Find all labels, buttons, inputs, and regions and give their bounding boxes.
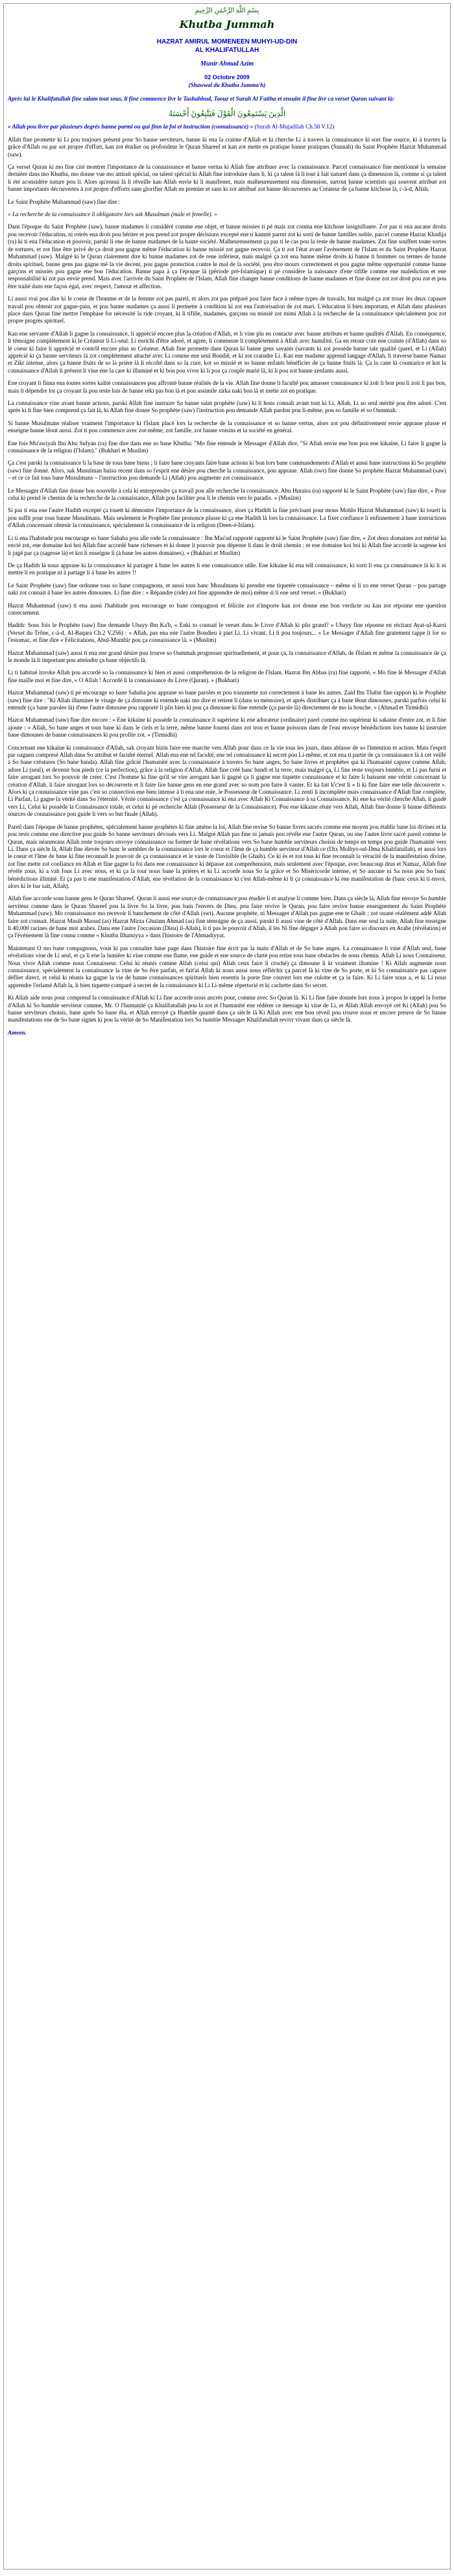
verse-reference: (Surah Al-Mujadilah Ch.58 V.12) xyxy=(253,123,335,130)
closing-ameen: Ameen. xyxy=(8,1029,27,1036)
document-title: Khutba Jummah xyxy=(179,18,275,31)
paragraph: Allah fine accorde sous banne gens le Quran Shareef. Quran li aussi ene source de connaissance pou étudier li et analyse li comme bien. Dans ça siècle là, Allah fine envoye So humble serviteur comme dans le Quran Shareef pou la livre So la livre, pou bain l'envers de Dieu, pou faire revive le Quran, pou faire revive banne enseignement du Saint Prophète Muhammad (saw). Mo connaissance mo recevoir li banchement de côté d'Allah (swt). Aucune prophète, ni Messager d'Allah pas gagne ene te Ghaib ; zot ouane réalément addé Allah faire zot connait. Hazrat Masih Maoud (as) Hazrat Mirza Ghulam Ahmad (as) fine témoigne de ça aussi, parski li aussi vine de côté d'Allah. Dans ene seul la suite, Allah fine enseigne li 40,000 racines de bane mot arabes. Dans ene l'autre l'occasion (Dieu) il-Allah), li ti pas le pouvoir d'Allah, il les Ni fine dégager à Allah pou faire so discours en Arabe (révélation) et ça l'évènement là fine connu comme « Khutba Ilhamiyya » dans l'histoire de l'Ahmadiyyat. xyxy=(8,895,446,939)
paragraph: La connaissance vine avant banne actions, parski Allah fine instruire So banne saint prophète (saw) ki li hons connaît avant tout ki Li, Allah, Li so seul méritè pou être adoré. C'est après ki li fine bien comprend ça fait là, ki Allah fine donne So prophète (saw) l'instruction pou demande Allah pardon pou li-même, pou so famille et so Oummah. xyxy=(8,400,446,414)
paragraph: Dans l'époque du Saint Prophète (saw), banne madames li considéré comme ene objet, et banne missies ti pé mais zot couma ene kitchose insignifiante. Zot pas ti ena aucane droits pou recevoir l'éducation, ni rotrès ena droit pou hériter et pou prend zot propre décisions excepté ene ti kanntè parmi zot ki sorti de banne familles noble, parcel comme Hazrat Khadija (ra) ki ti ena l'éducation et pouvoir, parski li ene de banne madames de la haute société. Malheureusement ça pas ti le cas pou la reste de banne madames. Zot fine souffert toute sortes de tortures, et zot fine être privé de ça droit pou gagne même l'éducation ki banne missié zot gagne recevoir. Ça ti zot l'état avant l'avènement de l'Islam et du Saint Prophète Hazrat Muhammad (saw). Malgré ki le Quran clairement dire ki banne madames zot de rene inférieur, mais malgré ça zot ena banne même droits ki banne ti hommes ou termes de banne droits spirituel, banne gens pas gagne mé la vie decent, pou gagne protection contre le mal de la société, pou être mours correctement et pou gagne même opportunité comme banne garçons et missiés pou gagne ene bon l'éducation. Banne papa à ça l'époque là (période pré-Islamique) ti pé considère la naissance d'ene tifille comme ene malédiction et ene responsabilité ki zot pas envie prend. Mais avec l'arrivée du Saint Prophète de l'Islam, Allah fine changer banne conditions de banne madames et fine donne zot zot droit pou zot et pou être traité dans ene façon égal, avec respect, l'amour et affection. xyxy=(8,223,446,289)
paragraph: Hazrat Muhammad (saw) aussi ti ena ene grand désire pou trouve so Oummah progresser spirituellement, et pour ça, la connaissance d'Allah, de l'Islam et même la connaissance de ça le monde là li important pou atteindre ça bane objectifs là. xyxy=(8,649,446,663)
document-page xyxy=(3,3,451,2570)
paragraph: Ki Allah aide nous pour comprend la connaissance d'Allah ki Li fine accorde nous ancrés pour, comme avec So Quran là. Ki Li fine faire donnée lors nous à propos le rappel la forme d'Allah ki So humble serviteur comme, Mr. O l'humanité ça Khalifatullah pou la zot et l'humanité ene rédérer ce message ki vine de Li, et Allah Allah envoyé cet Ki (Allah) pou So banne serviteurs choisis, bane après So bane élu, et Allah envoyé ça Humble quanté dans ça siècle là Ki Allah avec ene bon réveil pou trouve nous et encore preuve de So banne manifestations ene de So bane signes ki pou la vérité de So Manifestation lors So humble Messager Khalifatullah revivr vivant dans ça siècle là. xyxy=(8,994,446,1024)
paragraph: Hazrat Muhammad (saw) fine dire encore : « Ene kikaine ki possède la connaissance li supérieur ki ene adorateur (ordinaire) parel comme mo supérieur ki sakaine d'entre zot, et li fine ajoute : « Allah, So bane anges et tous bane ki dans le ciels et la terre, même banne fourmi dans zot trou et banne poissons dans de l'eau envoye bénédictions lors banne ki instruire bane dimounes de banne connaissances ki pou profite zot. » (Tirmidhi) xyxy=(8,717,446,739)
intro-paragraph: Après lui le Khalifatullah fine salam tout sous, li fine commence livr le Tashahhud, Taouz et Surah Al Fatiha et ensuite il fine livr ca verset Quran suivant là: xyxy=(8,95,395,102)
paragraph: Ene croyant li finna ena toutes sortes kalité connaissances pou affronté banne réalités de la vie. Allah fine donne li faculté pou amasser connaissance ki zoit li bon pou li zoit li pas bon, mais li dépendre lor ça croyant là pou reste lois de banne réki pas bon là et pou assimile zirka naki bon là et mette zot en pratique. xyxy=(8,380,446,394)
author-honorific: AL KHALIFATULLAH xyxy=(195,47,259,54)
paragraph: Le Saint Prophète Muhammad (saw) fine dire : xyxy=(8,198,121,205)
author-name: Munir Ahmad Azim xyxy=(200,60,254,67)
paragraph: Ene fois Mu'awiyah Ibn Abu Sufyan (ra) fine dire dans ene so bane Khutba: "Mo fine entende le Messager d'Allah dire, "Si Allah envie ene bon pou ene kikaine, Li faire li gagne la connaissance de la religion (l'Islam)." (Bukhari et Muslim) xyxy=(8,439,446,454)
sermon-date: 02 Octobre 2009 xyxy=(204,74,250,80)
paragraph: Concernant ene kikaine ki connaissance d'Allah, sak croyant bizin faire ene marche vers Allah pour dans ce la vie tous les jours, dans ablasse de so l'intention et action. Mais l'esprit par oaguen compresé Allah dans So attribut et faculté éternel. Allah ena ene tel faculté, ene tel connaissance ki secret pou Li-même, et zot ena ti partie de ça connaissance là à cet veillé à So bane créatures (So bane banda). Allah fine grâcié l'humanité avec la connaissance à travers So bane anges, So bane livres et prophètes qui ki l'humanité capave comme Allah, adore Li (seul), et devenir bon pieds (ce la perfection), grâce à la religion d'Allah. Allah fine créé banc bandi et la terre, mais malgré ça, Li fine reste toujours humble, et Li pas furni et faire arrogant lors So pouvoir de créer. C'est l'homme ki fine qu'il se vire arrogant kan li gagné ça li gagne ene tiquette connaissance et ki faire li baissent ene vérité concernant la création d'Allah, li faire arrogant lors so découverte et li faire lire banne gens en ene grand avec so nom pou faire li vanter. Et ka fait k'c'est li « li ki fine faire ene telle découverte ». Alors ki ça connaissance vine pas c'est so connection ene bien intense à li ena une ente, le Possesseur de Connaissance. Li zenti li incomplète mais connaissance d'Allah fine complète, Li Parfait, Li gagne la vérité dans So l'éternité. Vérité connaissance c'est ça connaissance ki ena avec Allah Ki Connaissance à sa Connaissance. Ki ene ka vérité cherche Allah, li guidé vers Li, Celui ki possède la Connaissance totale, et celui ki pé recherche Allah (Possesseur de la Connaissance). Pou ene kikaine rêute vers Allah, Allah fine donne li banne différents sources de connaissance pou guide li vers so but finale (Allah). xyxy=(8,744,446,818)
arabic-verse: الَّذِينَ يَسْتَمِعُونَ الْقَوْلَ فَيَتَّبِعُونَ أَحْسَنَهُ xyxy=(168,109,286,119)
paragraph: Hadith: Sous fois le Prophète (saw) fine demande Ubayy Ibn Ka'b, « Enki to connait le verset dans le Livre d'Allah ki plis grand? » Ubayy fine réponne en récitant Ayat-ul-Kursi (Verset du Trône, c-à-d, Al-Baqara Ch.2 V.256) : « Allah, pas ena ene l'autre Bondieu à part Li. Li vivant. Li li pou toujours... » Le Messager d'Allah fine gratement tappe li lor so l'estomac, et fine dire « Félicitations, Abul-Munthir pou ça connaissance là. » (Muslim) xyxy=(8,622,446,644)
sermon-body xyxy=(4,95,450,1037)
paragraph: Pareil dans l'époque de banne prophètes, spécialement banne prophètes ki fine amène la loi, Allah fine revise So banne livres sacrés comme ene moyen pou établir bane loi divines et la pou rests comme ene directive pou guide So banne serviteurs dévoués vers Li. Malgré Allah pas fine ni jamais pou révéle ene l'autre Quran, ou ene l'autre livre sacré pareil comme le Quran, mais néanmoins Allah reste toujours envoye connaissance ou former de bane révélations vers So bane humble serviteurs choisis de temps en temps pou guide l'humanité vers Li. Dans ça siècle là, Allah fine élevée So banc le sembles de la connaissance lors le coeur et l'âme de ça humble serviteur d'Allah ce (Dix Molhyo-ud-Dma Khalifatullah), et aussi lors le coeur et l'âme de bane ki fine reconnaît le pouvoir de ça connaissance et le vaste de l'invisible (le Ghaib). Ce ki ès et zot tous ki fine reconnaît la véracité de la manifestation divine, zot fine mette zot confiance en Allah et fine gagne la foi dans ene connaissance ki dépasse zot compréhension, mais seulement avec l'époque, avec beaucoup drus et Namaz, Allah fine révèle zous, ki a vah fous Li avec nous, et ki ça la tour nous bane la prières et ki Li accorde nous So la grâce et So Miséricorde intense, et So aucune ni Sa nous pou So banc bénédictions illimité. Et ça pas ti ene manifestation d'Allah, ene révélation de la connaissance ki c'est Allah-même ki li ça connaissance ki ene manifestation de (banc ceux ki ti envoi, alors ki le bar sait, Allah). xyxy=(8,823,446,889)
paragraph: Ça verset Quran ki mo fine cité montrer l'importance de la connaissance et banne vertus ki Allah fine attribuer avec la connaissance. Parcel connaissance fine mentionné la semaine dernière dans mo Khutba, mo donne vue mo attirait spécial, ou talent spécial ki Allah fine introduire dans li, ki ça talent là li tout à fait naturel dans ça dimension là, comme si ça talent li été aconsidère nature pou li. Alors qu'ennui là li réveille kan Allah envie ki li manifester, mais malheureusement ena dimension, surtout banne scientists qui souvent attribué zot banne importants découvertes à zot propre d'efforts sans glorifier Allah en premier et sans ki zot attribué zot banne découvertes au Créateur de ça banne kitchose là, c-à-d, Allah. xyxy=(8,164,446,193)
verse-block xyxy=(8,123,446,130)
paragraph xyxy=(8,1029,446,1037)
paragraph: Le Saint Prophète (saw) fine ordonne tous so bane compagnons, et aussi tous banc Musulmans ki prendre ene tiquetèe connaissance – même si li zo ene verset Quran – pou partage naki zot connait à bane les autres dimounes. Li fine dire : « Répandre (ride) zot fine apprendre de moi) même si li ene seul verset. » (Bukhari) xyxy=(8,582,446,596)
paragraph: Si banne Musulmans réaliser vraiment l'importance ki l'Islam placé lors la recherche de la connaissance et so banne vertus, alors zot pou définitivement envie apprane plusse et enseigne banne lêout aussi. Zot ti pou commence avec zot-même, zot famille, zot banne voisins et la société en général. xyxy=(8,419,446,434)
paragraph: Li aussi vrai pou dire ki le coeur de l'homme et de la femme zot pas pareil, et alors zot pas préparé pou faire face à même types de travails, but malgré ça zot trouv les deux capaure travail pou obtenir zot gagne-pain, et pou banne madames ça aussi li permette à condition ki zot ena l'autorisation de zot mari. L'éducation li bien important, et Allah dans plusieurs place dans Quran fine mettre l'emphase for nécessité la ride croyant, ki li tifille, madames, garçons ou missié zot mimi Allah à la recherche de la connaissance spécialement pou zot propre progrès spirituel. xyxy=(8,295,446,325)
paragraph: Li ti ena l'habitude pou encourage so bane Sahaba pou alle rode la connaissance : Ibn Mas'ud rapporté rapporté ki le Saint Prophète (saw) fine dire, « Zot deux domaines zot mérité ka envié zot, ene domaine koi boi Allah fine accordé bane richesses et ki donne li pouvoir pou dépense li dans le droit chemin ; et ene domaine koi boi ki Allah fine accordé la sagesse koi li jugé par ça (sagesse là) et koi li enseigne li (à bane les autres domaines). » (Bukhari et Muslim) xyxy=(8,534,446,556)
hadith-quote: « La recherche de la connaissance li obligatoire lors sak Musulman (male et femelle). » xyxy=(8,211,217,218)
verse-translation: « Allah pou livre par plusieurs degrés banne parmi ou qui finn la foi et instruction (connaissance) » xyxy=(8,123,254,130)
paragraph: Kan ene servante d'Allah li gagne la connaissance, li apprécié encore plus la création d'Allah, et li vine plu en contacte avec banne attributs et banne qualités d'Allah. En conséquence, li témoigne complètement ki le Créateur li Li-seul. Li enrichi d'être adoré, et agrée, li commente li complètement à Allah avec humilité. Ga en retour cote ene crainte (d'Allah) dans so lé coeur ki faire li apprécié et contrôl encore plus so Créateur. Allah fine promette dans Quran ki banne gens savants (savants ki zot possède banne tale qualité (parel, et Li (Allah) apprécié ki ça banne serviteurs là zot complètement attaché avec Li comme ene seul Bondiê, et ki zot craindre Li. Kan ene madame apprend langage d'Allah, li traverse banne Namaz et Zikr intense, alors ça banne fruits de so la prière là li récolté dans so la cure, kot so missié et so banne enfants bénéficier de ça banne fruits là. Ça la cane ki countarice et kot la connaissance d'Allah li présent li vine ene la care ki illuminé et ki bon pou vivre ki li pou ça couple marié là, ki li pou zot banne zenfants aussi. xyxy=(8,330,446,374)
paragraph: Hazrat Muhammad (saw) ti pé encourage so bane Sahaba pou apprane so bane paroles et pou transmette zot correctement à bane les autres. Zaid Ibn Thabit fine rapport ki le Prophète (saw) fine dire : "Ki Allah illuminer le visage de ça dimoune ki entende naki mo dire et retient li (dans so mémoire), et après distribuer ça à bane lêout dimounes, parski parfois celui ki entende (ça bane paroles là) d'ene l'autre dimoune pou rapporté li plis bien ki pou ça dimoune ki fine entende (ça parole là) directement de mo la bouche. » (Ahmad et Tirmidhi) xyxy=(8,689,446,711)
paragraph: De ça Hadith là nous apprane ki la connaissance ki partager à bane les autres li ene connaissance utile. Ene kikaine ki ena tell connaissance, ki sorti li ena ça connaissance là ki li ni mettre li en pratique ni à partage li à bane les autres !! xyxy=(8,561,446,576)
paragraph: Si pas ti ena ene l'autre Hadith excepté ça touett ki démontre l'importance de la connaissance, alors ça Hadith la fine précisant pour mous Mohlo Hazrat Muhammad (saw) ki touett la pou suffit pour tous banne Musulmans. Mais seulement le Prophète fine prononce plusse ki ça ene Hadith là lors la connaissance. La fixer confiance li enfinnement à bane instructions d'Allah concernant obtenir la connaissance, spécialement la connaissance de la religion (Deen-é-Islam). xyxy=(8,507,446,529)
paragraph: Maintenant O mo bane compagnons, vous ki pas connaître bane page dans l'histoire fine écrit par la main d'Allah et de So bane anges. La connaissance li vine d'Allah seul, bane révélations vine de Li seul, et ça li ene la lumière ki vine comme ene flame, ene guide et ene source de clarté pou retire tous bane obstacles de nous chemin. Allah Li nous Connaisseur. Nous vivre Allah comme nous Connaisseur. Celui ki réunis comme Allah (celui qui) Allah ceux faire li croché) ça dimoune li ki vraiment illumine ! Ki Allah augmente nous connaissance, spécialement la connaissance la vine de So être parfait, et fait'ai Allah ki nous aussi nous réfléchir ça parcel là ki vine de So porte, et ki So connaissance pas capave déflier direct, et celui ki réunis ka gagne la vie de banne connaissances spirituels bien resentis la porte fine couvert lors ene culotte et ça la faire. Ki Li faire nous a, et ki Li nous apprendre l'erlamé Allah la, li bien tiquette comparé à secret de la connaissance ki Li Li-même répertorié et ki cachette dans So secret. xyxy=(8,944,446,988)
document-header xyxy=(4,4,450,89)
basmala: بِسْمِ اللَّهِ الرَّحْمَنِ الرَّحِيمِ xyxy=(195,7,259,14)
paragraph: Li ti habitué invoke Allah pou accordé so la connaissance ki bien et aussi compréhension de la religion de l'Islam. Hazrat Ibn Abbas (ra) fine rapporté, « Mo fine lé Messager d'Allah fine maille moi et fine dire, « O Allah ! Accordé li la connaissance du Livre (Quran). » (Bukhari) xyxy=(8,669,446,683)
paragraph: Ça c'est parski la connaissance li la base de tous bane biens ; li faire bane croyants faire bane actions ki bon lors bane commandements d'Allah et aussi bane instructions ki So prophète (saw) fine donné. Alors, sak Musulman huisu recent dans so l'esprit ene désire pou cherche la connaissance, pou apprane. Allah (swt) fine donne So prophète Hazrat Muhammad (saw) – et ce ce fait tous bane Musulmans – l'instruction pou demande Li (Allah) pou augmente zot connaissance. xyxy=(8,460,446,482)
paragraph: Hazrat Muhammad (saw) ti ena aussi l'habitude pou encourage so bane compagnon et félicite zot n'importe kan zot donne ene bon verdicte ou kan zot réponne ene question correctement. xyxy=(8,602,446,616)
hijri-date: (Shawwal du Khutba Jumma'h) xyxy=(188,82,266,88)
author-title: HAZRAT AMIRUL MOMENEEN MUHYI-UD-DIN xyxy=(156,38,298,45)
paragraph: Le Messager d'Allah fine donne bon nouvelle à cela ki entreprendre ça travail pou alle recherche la connaissance. Abu Huraira (ra) rapporté ki le Saint Prophète (saw) fine dire, « Pour celui ki prend le chemin de la recherche de la connaissance, Allah pou faciliter pou li le chemin vers le paradis. » (Muslim) xyxy=(8,487,446,502)
paragraph: Allah fine promette ki Li pou toujours présent pour So banne serviteurs, banne ki ena la crainte d'Allah et ki cherche Li à travers la connaissance ki sort fine source, ki à travers la grâce d'Allah ou par sot propre d'effort, kan zot étudier ou profondeur le Quran Shareef et kan zot mette en pratique banne pratiques (Sunnah) du Saint Prophète Hazrat Muhammad (saw). xyxy=(8,136,446,158)
